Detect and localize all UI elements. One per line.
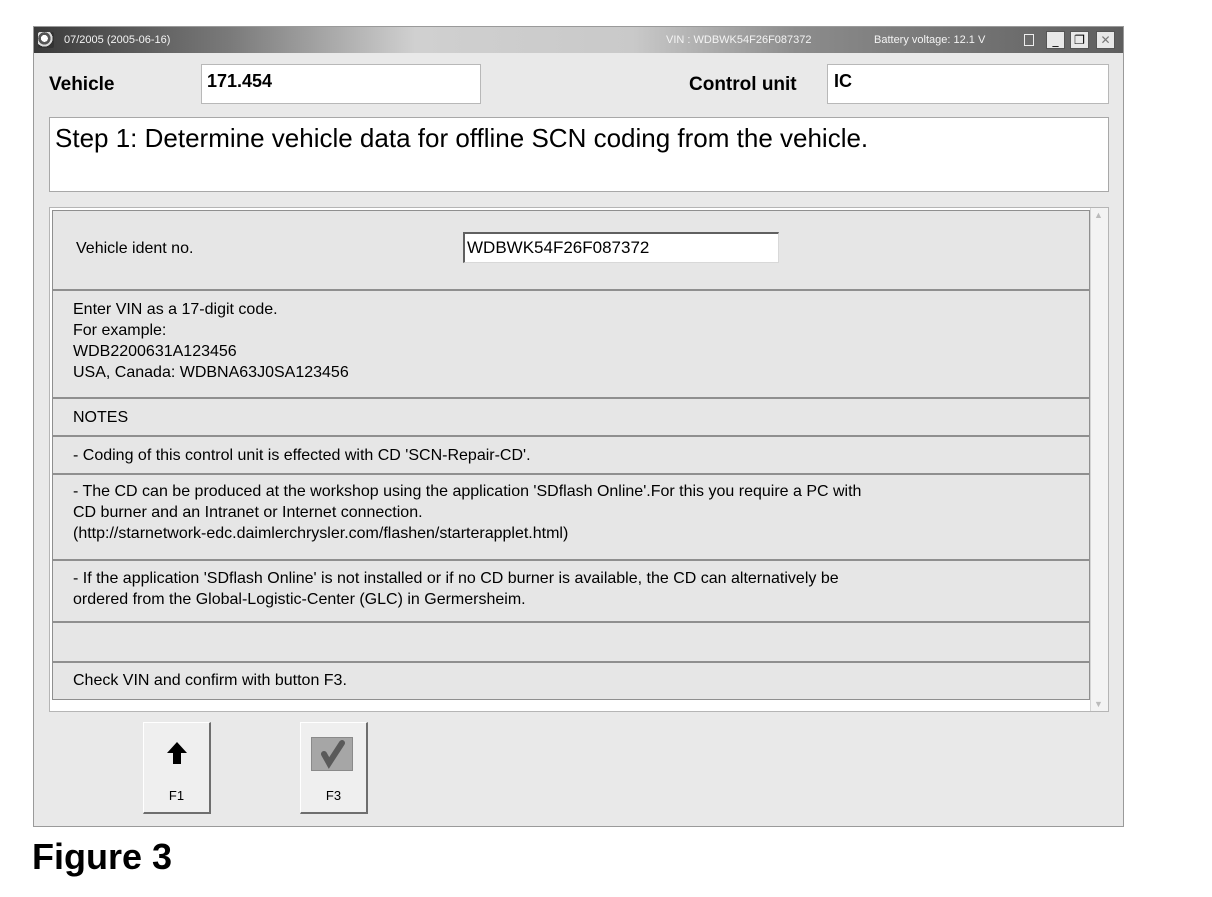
f1-back-button[interactable] [143,722,211,814]
note-2-line: (http://starnetwork-edc.daimlerchrysler.com/flashen/starterapplet.html) [73,525,569,542]
control-unit-label: Control unit [689,74,797,95]
vin-label: Vehicle ident no. [76,240,194,257]
note-2 [52,474,1090,560]
title-battery-voltage: Battery voltage: 12.1 V [874,34,986,46]
f1-label: F1 [168,788,185,803]
title-bar [34,27,1123,53]
step-instruction: Step 1: Determine vehicle data for offline SCN coding from the vehicle. [49,117,1109,192]
arrow-up-icon [166,741,188,765]
battery-icon [1024,34,1034,46]
f3-confirm-button[interactable] [300,722,368,814]
title-vin: VIN : WDBWK54F26F087372 [666,34,812,46]
note-2-line: CD burner and an Intranet or Internet connection. [73,504,423,521]
note-1: - Coding of this control unit is effected with CD 'SCN-Repair-CD'. [52,436,1090,474]
confirm-instruction: Check VIN and confirm with button F3. [52,662,1090,700]
note-2-line: - The CD can be produced at the workshop using the application 'SDflash Online'.For this you require a PC with [73,483,862,500]
scroll-down-arrow-icon[interactable]: ▼ [1094,699,1103,709]
content-panel [49,207,1109,712]
vin-input[interactable]: WDBWK54F26F087372 [463,232,779,263]
hint-line: USA, Canada: WDBNA63J0SA123456 [73,364,349,381]
close-button[interactable]: ✕ [1096,31,1115,49]
vehicle-field: 171.454 [201,64,481,104]
vin-entry-row [52,210,1090,290]
vertical-scrollbar[interactable] [1090,208,1108,711]
checkmark-icon [311,737,353,771]
empty-row [52,622,1090,662]
scroll-up-arrow-icon[interactable]: ▲ [1094,210,1103,220]
note-3-line: - If the application 'SDflash Online' is not installed or if no CD burner is available, the CD can alternatively be [73,570,839,587]
control-unit-field: IC [827,64,1109,104]
vin-hint-row [52,290,1090,398]
note-3 [52,560,1090,622]
app-window [33,26,1124,827]
hint-line: WDB2200631A123456 [73,343,237,360]
figure-caption: Figure 3 [32,836,173,877]
hint-line: For example: [73,322,167,339]
restore-button[interactable]: ❐ [1070,31,1089,49]
minimize-button[interactable]: _ [1046,31,1065,49]
vehicle-label: Vehicle [49,74,115,95]
hint-line: Enter VIN as a 17-digit code. [73,301,278,318]
notes-heading: NOTES [52,398,1090,436]
f3-label: F3 [325,788,342,803]
note-3-line: ordered from the Global-Logistic-Center (GLC) in Germersheim. [73,591,526,608]
app-icon [38,32,54,48]
title-version-date: 07/2005 (2005-06-16) [64,34,171,46]
